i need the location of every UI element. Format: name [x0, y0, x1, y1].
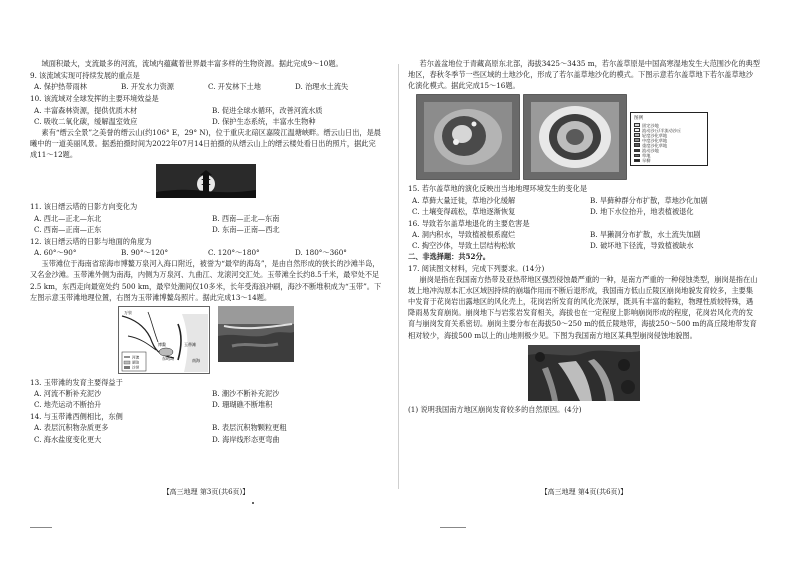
legend-item: 草地 — [634, 153, 704, 158]
sunrise-pagoda-photo — [156, 164, 256, 198]
question-14 — [30, 411, 382, 444]
option-11b: B. 西南—正北—东南 — [212, 213, 280, 223]
option-12b: B. 90°～120° — [121, 248, 169, 258]
question-17-1: (1) 说明我国南方地区崩岗发育较多的自然原因。(4分) — [408, 404, 582, 414]
option-14b: B. 表层沉积物颗粒更粗 — [212, 423, 287, 433]
option-9b: B. 开发水力资源 — [121, 82, 174, 92]
question-15-stem: 15. 若尔盖草地的演化反映出当地地理环境发生的变化是 — [408, 184, 588, 194]
map-label-wanquan: 万泉 — [124, 309, 132, 315]
desertification-legend — [630, 112, 708, 165]
passage-13-14: 玉带滩位于海南省琼海市博鳌万泉河入海口附近，被誉为“最窄的海岛”，是由自然形成的狭长的沙滩半岛，又名金沙滩。玉带滩外侧为南海，内侧为万泉河、九曲江、龙滚河交汇处。玉带滩全长约8.5千米，最窄处不足2.5 km，东西走向最宽处约 500 km，最窄处潮间仅10多米，长年受海浪冲刷，海沙不断堆积成为“玉带”。下左图示意玉带滩地理位置，右图为玉带滩博鳌岛照片。据此完成13～14题。 — [30, 259, 382, 302]
legend-item: 流动沙丘/半流动沙丘 — [634, 128, 704, 133]
legend-item: 轻度沙化草地 — [634, 133, 704, 138]
page-4-footer: 【高三地理 第4页(共6页)】 — [540, 488, 628, 497]
option-13d: D. 珊瑚礁不断堆积 — [212, 400, 273, 410]
figure-row-15 — [416, 94, 760, 180]
passage-9-10-tail: 域面积最大，支流最多的河流，流域内蕴藏着世界最丰富多样的生物资源。据此完成9～10题。 — [41, 59, 343, 68]
question-9 — [30, 70, 382, 92]
question-12-stem: 12. 该日缙云塔的日影与地面的角度为 — [30, 236, 152, 246]
question-16-stem: 16. 导致若尔盖草地退化的主要危害是 — [408, 218, 530, 228]
option-11a: A. 西北—正北—东北 — [34, 213, 102, 223]
option-10c: C. 吸收二氧化碳，缓解温室效应 — [34, 116, 138, 126]
yudaitan-aerial-photo — [218, 306, 294, 362]
option-15d: D. 地下水位抬升，地表植被退化 — [590, 206, 694, 216]
benggang-landform-photo — [528, 345, 640, 401]
option-12d: D. 180°～360° — [295, 248, 347, 258]
option-13a: A. 河流不断补充泥沙 — [34, 388, 102, 398]
map-label-south-sea: 南海 — [192, 357, 200, 363]
legend-item: 重度沙化草地 — [634, 143, 704, 148]
yudaitan-location-map — [118, 306, 210, 374]
option-16a: A. 洞内积水，导致植被根系腐烂 — [412, 230, 516, 240]
corner-rule-mid — [440, 527, 466, 528]
passage-17: 崩岗是指在我国南方热带及亚热带地区强烈侵蚀最严重的一种，是南方严重的一种侵蚀类型，崩岗是指在山坡上地冲沟原本汇水区域因持续的崩塌作用而不断后退形成，我国南方低山丘陵区崩岗地貌发育较多，主要集中发育于花岗岩出露地区的风化壳上，花岗岩所发育的风化壳深厚，既具有丰富的黏粒，物理性质较特殊，遇降雨易发育崩岗。崩岗地下与岩浆岩发育相关，海拔也在一定程度上影响崩岗形成的程度，花岗岩风化壳的发育与崩岗发育关系密切。崩岗主要分布在海拔50～250 m的低丘陵地带，海拔250～500 m的高丘陵地带发育相对较少，海拔500 m以上的山地则极少见。下图为我国南方地区某典型崩岗侵蚀地貌图。 — [408, 274, 758, 340]
legend-title: 图例 — [634, 116, 644, 122]
option-16c: C. 掏空沙体，导致土层结构松软 — [412, 241, 516, 251]
option-14d: D. 海岸线形态更弯曲 — [212, 434, 280, 444]
option-9a: A. 保护热带雨林 — [34, 82, 87, 92]
page-4-column — [408, 58, 760, 498]
map-label-dongyu: 东屿岛 — [162, 355, 174, 361]
scan-mark — [252, 502, 254, 504]
corner-rule-left — [30, 527, 52, 528]
desertification-map-stage-1 — [416, 94, 520, 180]
question-10 — [30, 93, 382, 126]
question-13-stem: 13. 玉带滩的发育主要得益于 — [30, 377, 123, 387]
option-10d: D. 保护生态系统，丰富水生物种 — [212, 116, 316, 126]
question-10-stem: 10. 该流域对全球发挥的主要环境效益是 — [30, 94, 159, 104]
legend-item: 固定沙地 — [634, 123, 704, 128]
question-17-stem: 17. 阅读图文材料，完成下列要求。(14分) — [408, 263, 545, 273]
map-legend-bar: 沙坝 — [132, 365, 140, 370]
question-11 — [30, 201, 382, 234]
option-9d: D. 治理水土流失 — [295, 82, 349, 92]
question-14-stem: 14. 与玉带滩西侧相比，东侧 — [30, 412, 123, 422]
passage-15-16: 若尔盖盆地位于青藏高原东北部，海拔3425～3435 m，若尔盖草原是中国高寒湿地发生大范围沙化的典型地区，春秋冬季节一些区域的土地沙化，形成了若尔盖草地沙化的模式。下图示意若尔盖草地下若尔盖草地沙化演化模式。据此完成15～16题。 — [408, 59, 760, 91]
exam-sheet — [22, 58, 774, 498]
figure-row-13 — [30, 306, 382, 374]
legend-item: 旱柳 — [634, 158, 704, 163]
option-16d: D. 破坏地下径流，导致植被缺水 — [590, 241, 694, 251]
question-15 — [408, 183, 760, 216]
page-3-column — [30, 58, 382, 498]
page-3-footer: 【高三地理 第3页(共6页)】 — [162, 488, 250, 497]
legend-item: 流动沙地 — [634, 148, 704, 153]
map-legend-lake: 湖泊 — [132, 360, 140, 365]
option-11d: D. 东南—正南—西北 — [212, 224, 280, 234]
option-15b: B. 旱藓种群分布扩散，草地沙化加剧 — [590, 195, 708, 205]
question-9-stem: 9. 该流域实现可持续发展的重点是 — [30, 71, 140, 81]
desertification-map-stage-2 — [523, 94, 627, 180]
option-13c: C. 地壳运动不断抬升 — [34, 400, 102, 410]
option-14a: A. 表层沉积物杂质更多 — [34, 423, 109, 433]
option-12a: A. 60°～90° — [34, 248, 77, 258]
passage-11-12: 素有“缙云全景”之美誉的缙云山(约106° E，29° N)，位于重庆北碚区嘉陵江温塘峡畔。缙云山日出，是晨曦中的一道美丽风景。据悉拍摄时间为2022年07月14日拍摄的从缙云山上的缙云楼处看日出的照片，据此完成11～12题。 — [30, 127, 381, 160]
column-divider — [398, 64, 399, 489]
option-16b: B. 旱獭洞分布扩散，水土流失加剧 — [590, 230, 701, 240]
question-12 — [30, 236, 382, 258]
question-11-stem: 11. 该日缙云塔的日影方向变化为 — [30, 202, 138, 212]
question-16 — [408, 218, 760, 251]
section-heading: 二、非选择题：共52分。 — [408, 252, 490, 262]
question-13 — [30, 377, 382, 410]
legend-item: 中度沙化草地 — [634, 138, 704, 143]
option-15c: C. 土壤变得疏松，草地逐渐恢复 — [412, 206, 516, 216]
map-label-boao: 博鳌 — [158, 341, 166, 347]
map-label-yudaitan: 玉带滩 — [184, 341, 196, 347]
option-10b: B. 促进全球水循环，改善河流水质 — [212, 105, 323, 115]
option-13b: B. 潮沙不断补充泥沙 — [212, 388, 280, 398]
option-9c: C. 开发林下土地 — [208, 82, 261, 92]
option-15a: A. 草藓大量迁徙，草地沙化缓解 — [412, 195, 516, 205]
option-12c: C. 120°～180° — [208, 248, 260, 258]
option-11c: C. 西南—正南—正东 — [34, 224, 102, 234]
option-14c: C. 海水盐度变化更大 — [34, 434, 102, 444]
map-legend-river: 河流 — [132, 355, 140, 360]
option-10a: A. 丰富森林资源，提供优质木材 — [34, 105, 138, 115]
